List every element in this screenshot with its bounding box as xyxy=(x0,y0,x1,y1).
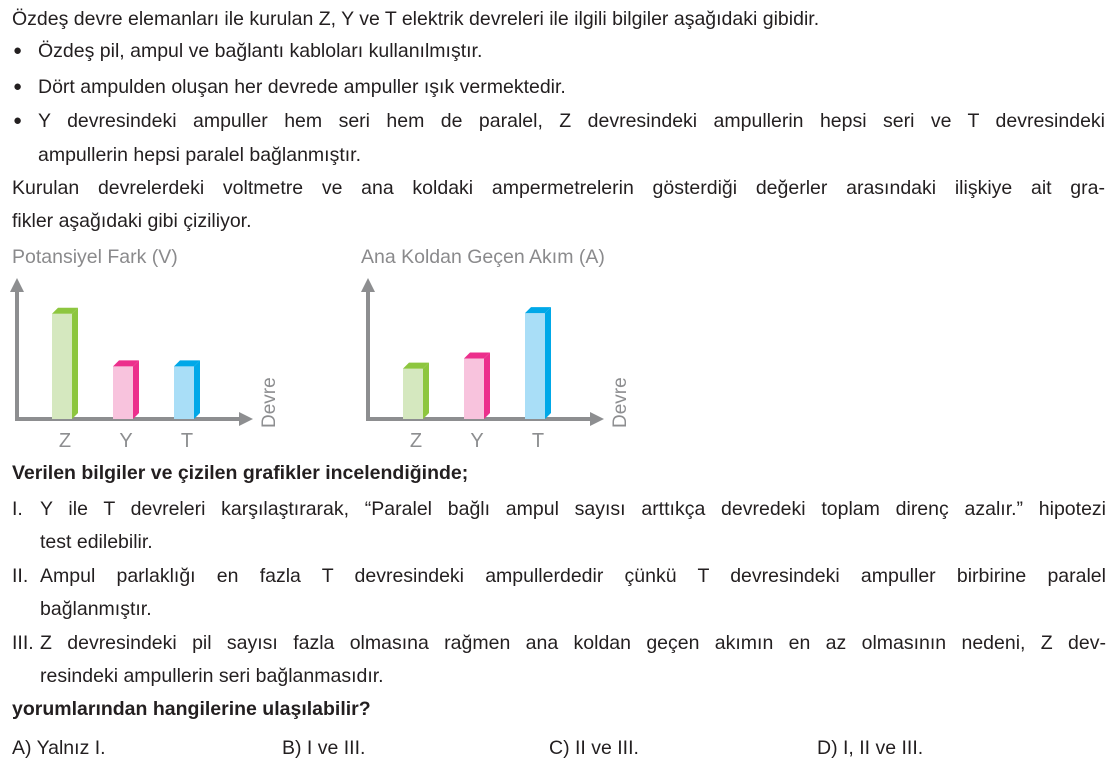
option-d[interactable]: D) I, II ve III. xyxy=(817,737,924,759)
x-tick-label: Z xyxy=(409,430,423,452)
y-axis-arrow-icon xyxy=(10,278,24,292)
bar-front xyxy=(464,359,484,420)
y-axis-arrow-icon xyxy=(361,278,375,292)
statement-line: Y ile T devreleri karşılaştırarak, “Paralel bağlı ampul sayısı arttıkça devredeki toplam direnç azalır.” hipotezi xyxy=(40,498,1106,520)
bar-side xyxy=(194,360,200,419)
chart1-title: Potansiyel Fark (V) xyxy=(12,246,178,268)
statement-line: test edilebilir. xyxy=(40,531,153,553)
bar-Y xyxy=(113,360,139,419)
bullet-dot-icon: ● xyxy=(13,78,23,95)
statement-number: I. xyxy=(12,498,23,520)
bullet-item: Özdeş pil, ampul ve bağlantı kabloları kullanılmıştır. xyxy=(38,40,483,62)
x-axis-label: Devre xyxy=(610,377,631,428)
bullet-item: Dört ampulden oluşan her devrede ampuller ışık vermektedir. xyxy=(38,76,566,98)
paragraph-line: fikler aşağıdaki gibi çiziliyor. xyxy=(12,210,252,232)
bar-front xyxy=(174,366,194,419)
bar-front xyxy=(403,369,423,419)
bullet-item-continuation: ampullerin hepsi paralel bağlanmıştır. xyxy=(38,144,362,166)
current-chart xyxy=(357,268,657,453)
bar-Z xyxy=(52,308,78,419)
bar-side xyxy=(72,308,78,419)
statement-number: II. xyxy=(12,565,29,587)
option-a[interactable]: A) Yalnız I. xyxy=(12,737,106,759)
intro-text: Özdeş devre elemanları ile kurulan Z, Y ve T elektrik devreleri ile ilgili bilgiler aşağıdaki gibidir. xyxy=(12,8,820,30)
option-b[interactable]: B) I ve III. xyxy=(282,737,366,759)
bar-front xyxy=(113,366,133,419)
x-axis-label: Devre xyxy=(259,377,280,428)
x-tick-label: Z xyxy=(58,430,72,452)
bar-side xyxy=(545,307,551,419)
x-axis-arrow-icon xyxy=(590,412,604,426)
chart2-title: Ana Koldan Geçen Akım (A) xyxy=(361,246,605,268)
x-tick-label: T xyxy=(180,430,194,452)
paragraph-line: Kurulan devrelerdeki voltmetre ve ana koldaki ampermetrelerin gösterdiği değerler arasındaki ilişkiye ait gra- xyxy=(12,177,1105,199)
statement-number: III. xyxy=(12,632,34,654)
bullet-item: Y devresindeki ampuller hem seri hem de paralel, Z devresindeki ampullerin hepsi seri ve T devresindeki xyxy=(38,110,1105,132)
bar-side xyxy=(133,360,139,419)
bar-front xyxy=(525,313,545,419)
statement-line: resindeki ampullerin seri bağlanmasıdır. xyxy=(40,665,384,687)
prompt-text: Verilen bilgiler ve çizilen grafikler incelendiğinde; xyxy=(12,462,469,484)
bullet-dot-icon: ● xyxy=(13,42,23,59)
x-tick-label: T xyxy=(531,430,545,452)
option-c[interactable]: C) II ve III. xyxy=(549,737,639,759)
bar-side xyxy=(484,353,490,420)
bar-Z xyxy=(403,363,429,419)
potential-difference-chart xyxy=(6,268,306,453)
bar-T xyxy=(525,307,551,419)
statement-line: Ampul parlaklığı en fazla T devresindeki ampullerdedir çünkü T devresindeki ampuller birbirine paralel xyxy=(40,565,1106,587)
bar-Y xyxy=(464,353,490,420)
question-text: yorumlarından hangilerine ulaşılabilir? xyxy=(12,698,371,720)
bar-front xyxy=(52,314,72,419)
x-axis-arrow-icon xyxy=(239,412,253,426)
x-tick-label: Y xyxy=(470,430,484,452)
statement-line: Z devresindeki pil sayısı fazla olmasına rağmen ana koldan geçen akımın en az olmasının nedeni, Z dev- xyxy=(40,632,1106,654)
bullet-dot-icon: ● xyxy=(13,112,23,129)
bar-side xyxy=(423,363,429,419)
x-tick-label: Y xyxy=(119,430,133,452)
statement-line: bağlanmıştır. xyxy=(40,598,152,620)
bar-T xyxy=(174,360,200,419)
